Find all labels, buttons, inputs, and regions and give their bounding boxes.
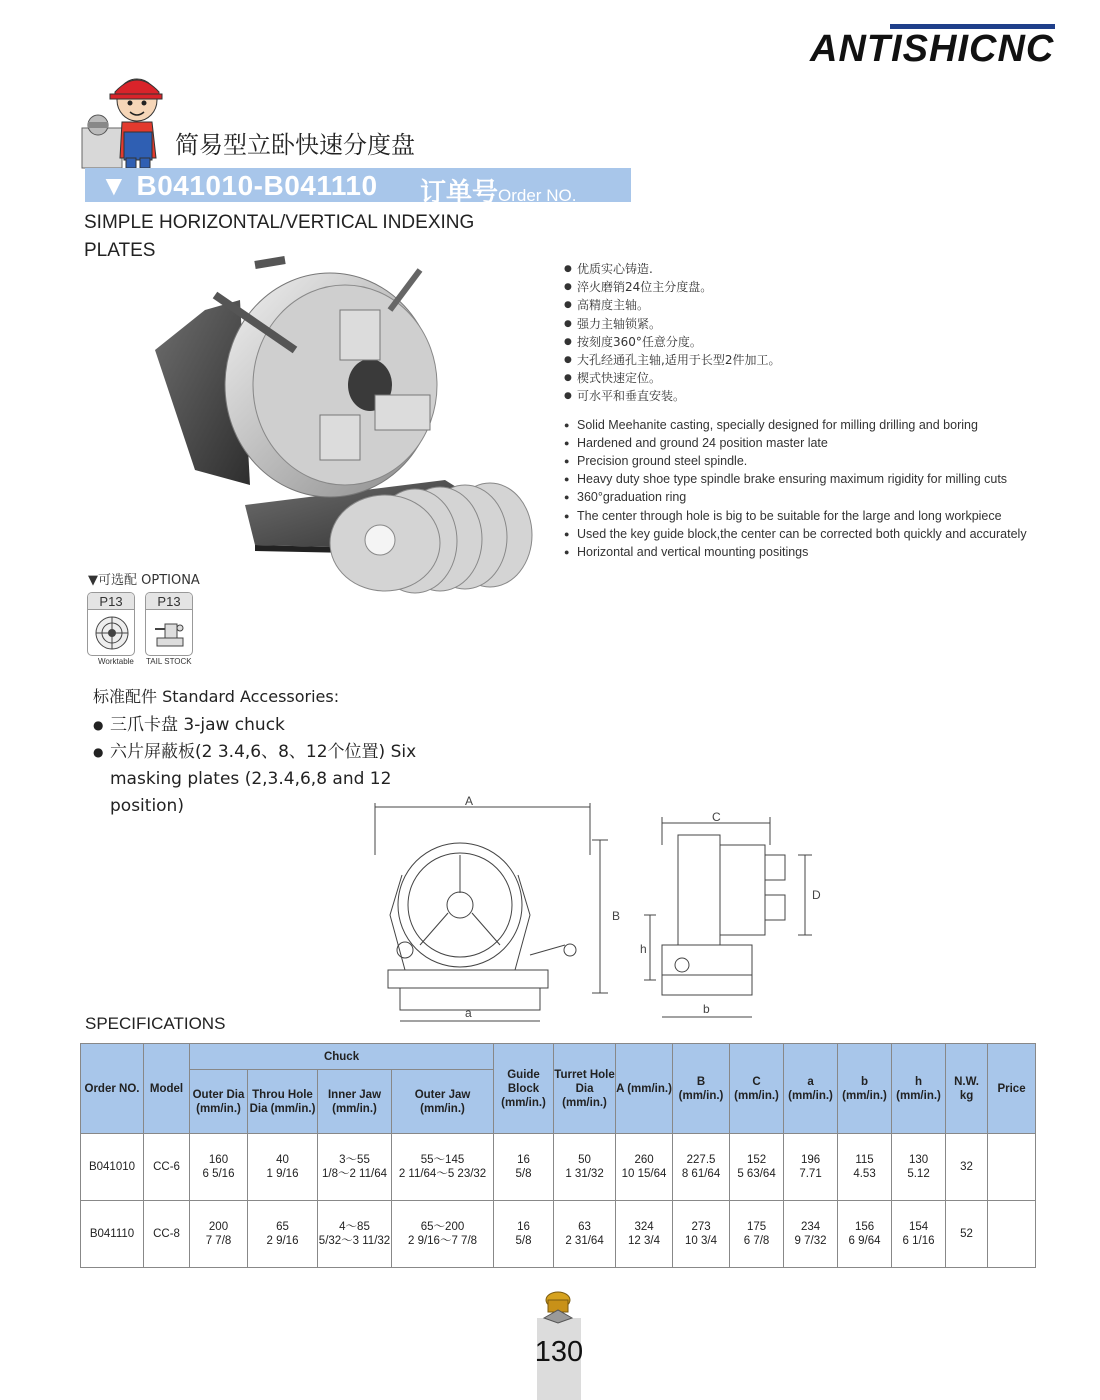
col-header-price: Price [988,1044,1036,1134]
option-caption: TAIL STOCK [146,657,192,666]
col-header-outer-dia: Outer Dia (mm/in.) [190,1070,248,1134]
col-header-nw: N.W. kg [946,1044,988,1134]
order-label [420,172,576,209]
accessories-heading: 标准配件 Standard Accessories: [93,687,340,706]
cell-b: 115 4.53 [838,1134,892,1201]
dim-label-a: a [465,1006,472,1020]
cell-outer-jaw: 55～145 2 11/64～5 23/32 [392,1134,494,1201]
feature-en-item: ● Horizontal and vertical mounting positings [564,543,1034,561]
cell-C: 152 5 63/64 [730,1134,784,1201]
cell-throu-hole: 65 2 9/16 [248,1201,318,1268]
accessory-item: ● 三爪卡盘 3-jaw chuck [93,712,423,739]
dim-label-B: B [612,909,621,923]
tailstock-icon [151,614,189,652]
cell-turret-hole: 50 1 31/32 [554,1134,616,1201]
col-header-chuck: Chuck [190,1044,494,1070]
option-page-tag: P13 [88,593,134,610]
col-header-order-no: Order NO. [81,1044,144,1134]
feature-cn-item: ● 大孔经通孔主轴,适用于长型2件加工。 [564,351,1034,369]
dim-label-h: h [640,942,647,956]
cell-outer-dia: 200 7 7/8 [190,1201,248,1268]
order-label-cn: 订单号 [420,178,499,208]
feature-cn-item: ● 楔式快速定位。 [564,369,1034,387]
option-tailstock-card[interactable] [145,592,193,656]
cell-throu-hole: 40 1 9/16 [248,1134,318,1201]
cell-a: 196 7.71 [784,1134,838,1201]
cell-B: 227.5 8 61/64 [673,1134,730,1201]
feature-cn-item: ● 强力主轴锁紧。 [564,315,1034,333]
cell-b: 156 6 9/64 [838,1201,892,1268]
feature-en-item: ● The center through hole is big to be suitable for the large and long workpiece [564,507,1034,525]
options-heading: ▼可选配 OPTIONA [88,573,200,588]
specifications-title: SPECIFICATIONS [85,1014,226,1033]
cell-inner-jaw: 3～55 1/8～2 11/64 [318,1134,392,1201]
col-header-B: B (mm/in.) [673,1044,730,1134]
cell-outer-dia: 160 6 5/16 [190,1134,248,1201]
cell-order-no: B041010 [81,1134,144,1201]
cell-h: 154 6 1/16 [892,1201,946,1268]
title-english: SIMPLE HORIZONTAL/VERTICAL INDEXING PLATES [84,212,475,261]
cell-turret-hole: 63 2 31/64 [554,1201,616,1268]
worktable-icon [93,614,131,652]
table-header-row [81,1044,1036,1070]
dim-label-b: b [703,1002,710,1016]
option-caption: Worktable [98,657,134,666]
col-header-A: A (mm/in.) [616,1044,673,1134]
product-image [145,255,545,595]
page-number: 130 [534,1336,584,1368]
brand-logo [810,22,1060,72]
cell-A: 324 12 3/4 [616,1201,673,1268]
chuck-ornament-icon [540,1290,576,1324]
cell-guide-block: 16 5/8 [494,1201,554,1268]
col-header-inner-jaw: Inner Jaw (mm/in.) [318,1070,392,1134]
cell-h: 130 5.12 [892,1134,946,1201]
features-cn-list [564,260,1034,406]
mascot-illustration [80,70,170,170]
cell-nw: 32 [946,1134,988,1201]
brand-name: ANTISHICNC [810,28,1055,70]
cell-nw: 52 [946,1201,988,1268]
feature-cn-item: ● 按刻度360°任意分度。 [564,333,1034,351]
dim-label-C: C [712,810,721,824]
feature-en-item: ● Solid Meehanite casting, specially designed for milling drilling and boring [564,416,1034,434]
cell-price [988,1201,1036,1268]
cell-B: 273 10 3/4 [673,1201,730,1268]
accessory-item: ● 六片屏蔽板(2 3.4,6、8、12个位置) Six masking plates (2,3.4,6,8 and 12 position) [93,739,423,820]
col-header-C: C (mm/in.) [730,1044,784,1134]
col-header-outer-jaw: Outer Jaw (mm/in.) [392,1070,494,1134]
cell-inner-jaw: 4～85 5/32～3 11/32 [318,1201,392,1268]
col-header-h: h (mm/in.) [892,1044,946,1134]
cell-outer-jaw: 65～200 2 9/16～7 7/8 [392,1201,494,1268]
feature-cn-item: ● 可水平和垂直安装。 [564,387,1034,405]
features-block [564,260,1034,561]
cell-a: 234 9 7/32 [784,1201,838,1268]
feature-cn-item: ● 淬火磨销24位主分度盘。 [564,278,1034,296]
cell-guide-block: 16 5/8 [494,1134,554,1201]
dim-label-A: A [465,795,474,808]
cell-A: 260 10 15/64 [616,1134,673,1201]
option-worktable-card[interactable] [87,592,135,656]
col-header-turret-hole: Turret Hole Dia (mm/in.) [554,1044,616,1134]
col-header-b: b (mm/in.) [838,1044,892,1134]
feature-en-item: ● 360°graduation ring [564,488,1034,506]
cell-model: CC-8 [144,1201,190,1268]
order-label-en: Order NO. [498,186,577,205]
col-header-throu-hole: Throu Hole Dia (mm/in.) [248,1070,318,1134]
feature-en-item: ● Precision ground steel spindle. [564,452,1034,470]
option-page-tag: P13 [146,593,192,610]
table-row [81,1134,1036,1201]
title-chinese: 简易型立卧快速分度盘 [175,131,415,159]
feature-en-item: ● Hardened and ground 24 position master late [564,434,1034,452]
features-en-list [564,416,1034,562]
cell-order-no: B041110 [81,1201,144,1268]
table-row [81,1201,1036,1268]
col-header-a: a (mm/in.) [784,1044,838,1134]
col-header-model: Model [144,1044,190,1134]
technical-drawing [360,795,830,1025]
feature-en-item: ● Used the key guide block,the center can be corrected both quickly and accurately [564,525,1034,543]
dim-label-D: D [812,888,821,902]
cell-C: 175 6 7/8 [730,1201,784,1268]
cell-price [988,1134,1036,1201]
feature-cn-item: ● 高精度主轴。 [564,296,1034,314]
feature-cn-item: ● 优质实心铸造. [564,260,1034,278]
specifications-table [80,1043,1036,1268]
order-code: ▼ B041010-B041110 [100,170,378,201]
feature-en-item: ● Heavy duty shoe type spindle brake ensuring maximum rigidity for milling cuts [564,470,1034,488]
cell-model: CC-6 [144,1134,190,1201]
col-header-guide-block: Guide Block (mm/in.) [494,1044,554,1134]
